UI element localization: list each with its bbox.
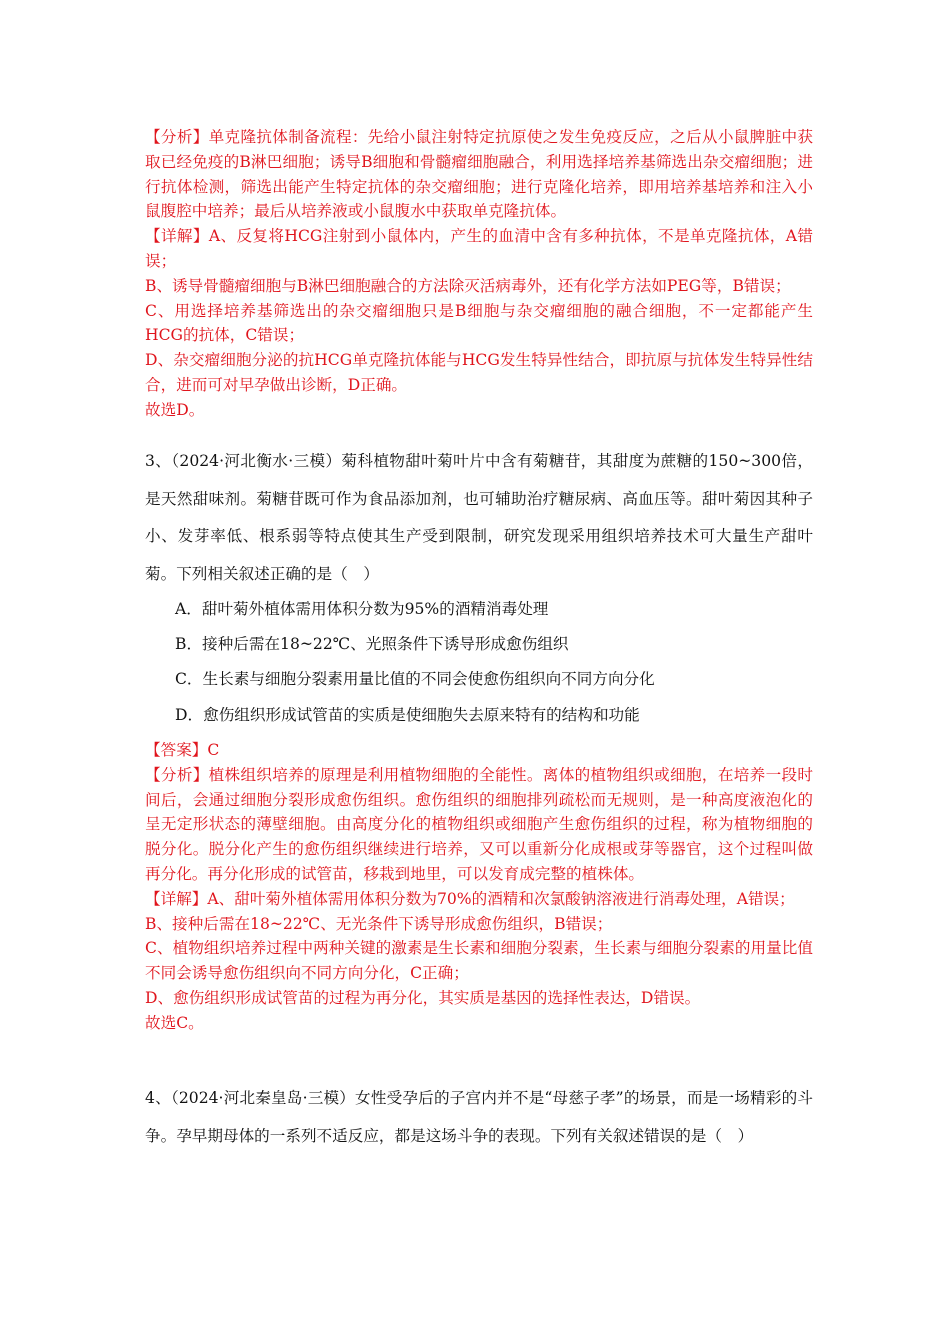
q3-detail-a: 【详解】A、甜叶菊外植体需用体积分数为70%的酒精和次氯酸钠溶液进行消毒处理，A错误； [145,889,795,908]
q4-stem-text: 4、（2024·河北秦皇岛·三模）女性受孕后的子宫内并不是“母慈子孝”的场景，而是一场精彩的斗争。孕早期母体的一系列不适反应，都是这场斗争的表现。下列有关叙述错误的是（ ） [145,1089,813,1145]
q3-detail-b: B、接种后需在18~22℃、无光条件下诱导形成愈伤组织，B错误； [145,914,613,933]
q2-detail-b: B、诱导骨髓瘤细胞与B淋巴细胞融合的方法除灭活病毒外，还有化学方法如PEG等，B错误； [145,276,791,295]
q3-detail-d: D、愈伤组织形成试管苗的过程为再分化，其实质是基因的选择性表达，D错误。 [145,988,701,1007]
q2-detail-d: D、杂交瘤细胞分泌的抗HCG单克隆抗体能与HCG发生特异性结合，即抗原与抗体发生特异性结合，进而可对早孕做出诊断，D正确。 [145,351,813,394]
q2-conclusion: 故选D。 [145,400,205,419]
q3-stem-text: 3、（2024·河北衡水·三模）菊科植物甜叶菊叶片中含有菊糖苷，其甜度为蔗糖的150~300倍，是天然甜味剂。菊糖苷既可作为食品添加剂，也可辅助治疗糖尿病、高血压等。甜叶菊因其种子小、发芽率低、根系弱等特点使其生产受到限制，研究发现采用组织培养技术可大量生产甜叶菊。下列相关叙述正确的是（ ） [145,452,813,583]
q4-stem [145,1080,813,1155]
q2-analysis: 【分析】单克隆抗体制备流程：先给小鼠注射特定抗原使之发生免疫反应，之后从小鼠脾脏中获取已经免疫的B淋巴细胞；诱导B细胞和骨髓瘤细胞融合，利用选择培养基筛选出杂交瘤细胞；进行抗体检测，筛选出能产生特定抗体的杂交瘤细胞；进行克隆化培养，即用培养基培养和注入小鼠腹腔中培养；最后从培养液或小鼠腹水中获取单克隆抗体。 [145,128,813,221]
q2-explanation [145,125,813,423]
q3-detail-c: C、植物组织培养过程中两种关键的激素是生长素和细胞分裂素，生长素与细胞分裂素的用量比值不同会诱导愈伤组织向不同方向分化，C正确； [145,939,813,983]
q2-detail-a: 【详解】A、反复将HCG注射到小鼠体内，产生的血清中含有多种抗体，不是单克隆抗体，A错误； [145,227,813,270]
q3-stem [145,443,813,593]
q2-detail-c: C、用选择培养基筛选出的杂交瘤细胞只是B细胞与杂交瘤细胞的融合细胞，不一定都能产生HCG的抗体，C错误； [145,301,813,345]
q3-conclusion: 故选C。 [145,1013,204,1032]
q3-option-c: C．生长素与细胞分裂素用量比值的不同会使愈伤组织向不同方向分化 [175,670,655,688]
q3-answer: 【答案】C [145,741,220,759]
q3-analysis: 【分析】植株组织培养的原理是利用植物细胞的全能性。离体的植物组织或细胞，在培养一段时间后，会通过细胞分裂形成愈伤组织。愈伤组织的细胞排列疏松而无规则，是一种高度液泡化的呈无定形状态的薄壁细胞。由高度分化的植物组织或细胞产生愈伤组织的过程，称为植物细胞的脱分化。脱分化产生的愈伤组织继续进行培养，又可以重新分化成根或芽等器官，这个过程叫做再分化。再分化形成的试管苗，移栽到地里，可以发育成完整的植株体。 [145,765,813,883]
q3-explanation [145,738,813,1036]
q3-option-a: A．甜叶菊外植体需用体积分数为95%的酒精消毒处理 [175,600,549,618]
q3-option-d: D．愈伤组织形成试管苗的实质是使细胞失去原来特有的结构和功能 [175,706,640,724]
q3-option-b: B．接种后需在18~22℃、光照条件下诱导形成愈伤组织 [175,635,569,653]
